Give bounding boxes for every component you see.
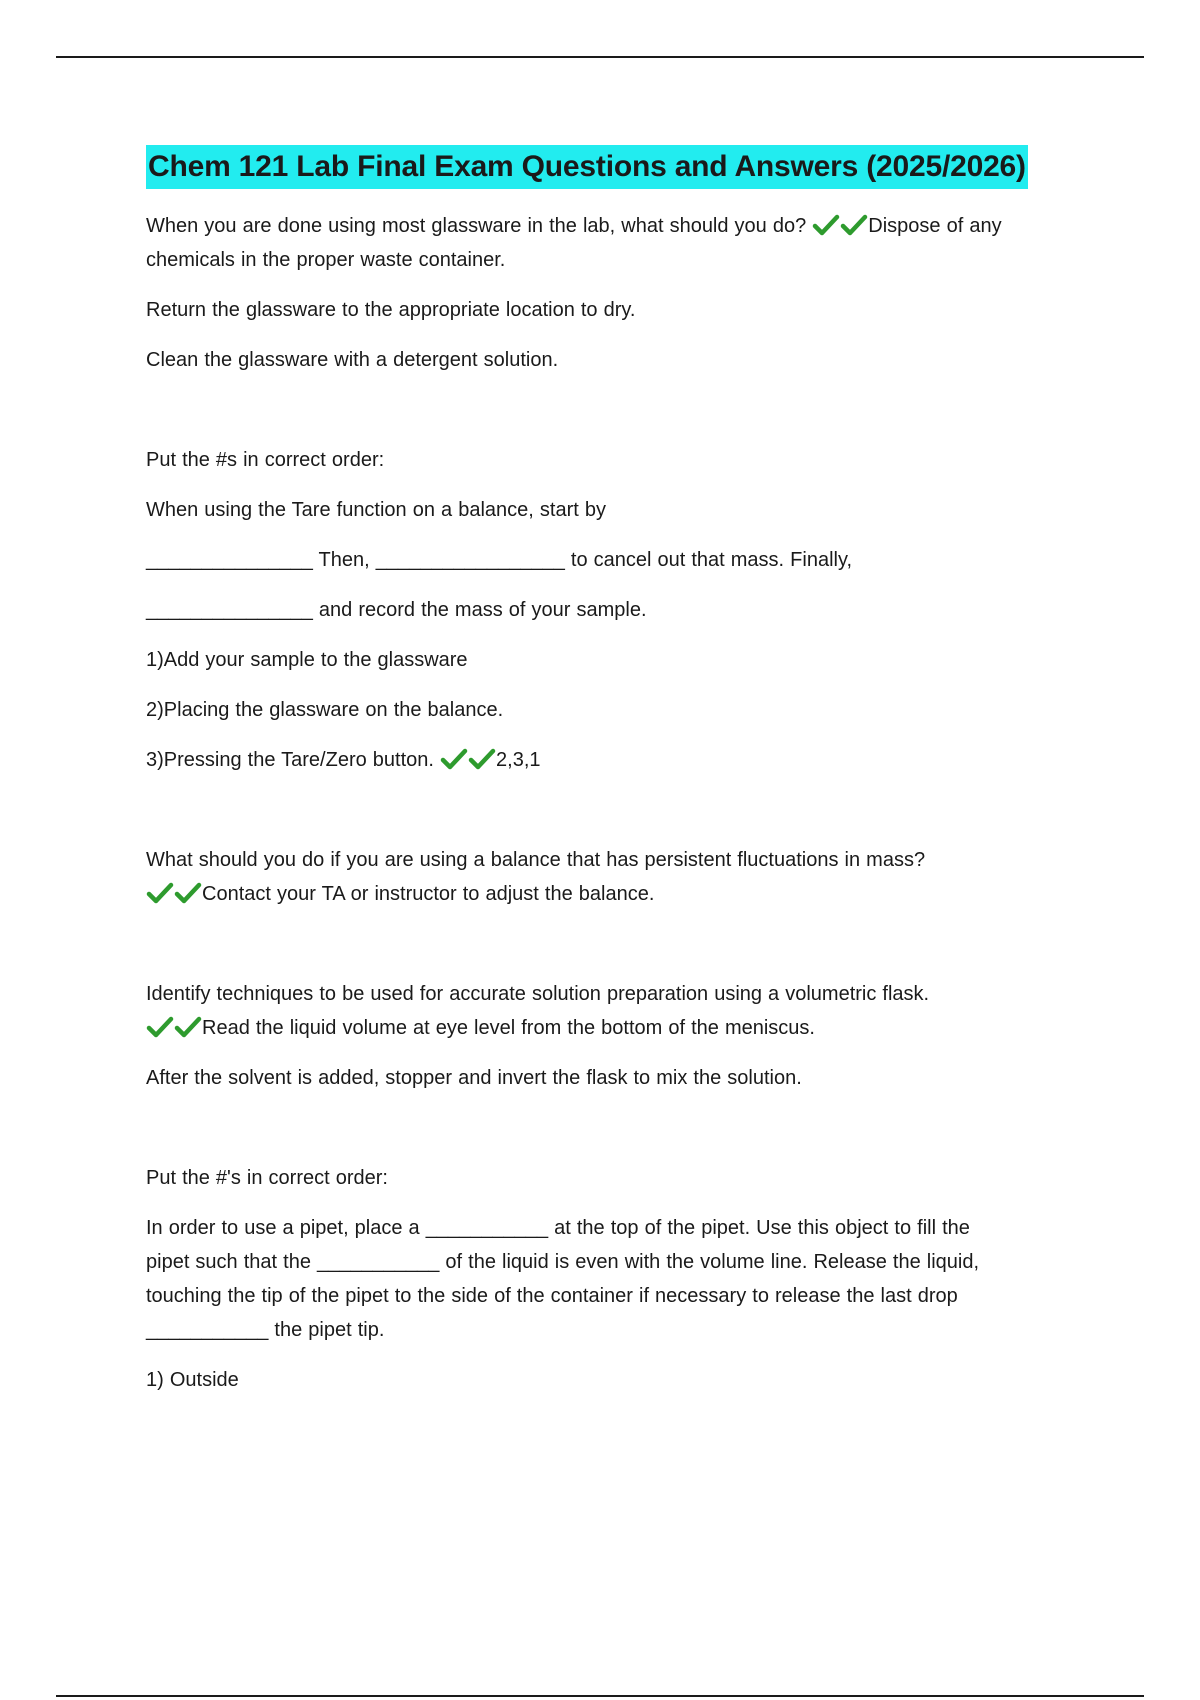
question-1 xyxy=(146,209,1096,277)
question-2-option-3 xyxy=(146,743,1096,777)
answer-1-line-3: Clean the glassware with a detergent solution. xyxy=(146,349,559,371)
question-2-stem: When using the Tare function on a balance, start by xyxy=(146,499,606,521)
double-check-icon xyxy=(146,883,202,905)
question-1-text: When you are done using most glassware in the lab, what should you do? xyxy=(146,215,807,237)
header-rule xyxy=(56,56,1144,58)
question-2-option-3-text: 3)Pressing the Tare/Zero button. xyxy=(146,749,434,771)
question-2-option-2: 2)Placing the glassware on the balance. xyxy=(146,699,504,721)
question-3-text: What should you do if you are using a balance that has persistent fluctuations in mass? xyxy=(146,849,926,871)
question-2-option-1: 1)Add your sample to the glassware xyxy=(146,649,468,671)
question-4-text: Identify techniques to be used for accurate solution preparation using a volumetric flask. xyxy=(146,983,930,1005)
answer-4-line-2: After the solvent is added, stopper and invert the flask to mix the solution. xyxy=(146,1067,802,1089)
question-5-option-1: 1) Outside xyxy=(146,1369,239,1391)
double-check-icon xyxy=(812,215,868,237)
question-5-line-3: touching the tip of the pipet to the side of the container if necessary to release the last drop xyxy=(146,1285,958,1307)
question-5-line-1: In order to use a pipet, place a ___________ at the top of the pipet. Use this object to fill the xyxy=(146,1217,970,1239)
question-4 xyxy=(146,977,1096,1045)
question-5-stem xyxy=(146,1211,1096,1347)
spacer xyxy=(146,393,1096,443)
spacer xyxy=(146,927,1096,977)
answer-1-text: Dispose of any chemicals in the proper waste container. xyxy=(146,215,1002,271)
question-5-intro: Put the #'s in correct order: xyxy=(146,1167,388,1189)
document-body xyxy=(146,145,1096,1413)
footer-rule xyxy=(56,1695,1144,1697)
answer-2-text: 2,3,1 xyxy=(496,749,541,771)
double-check-icon xyxy=(146,1017,202,1039)
spacer xyxy=(146,793,1096,843)
answer-3-text: Contact your TA or instructor to adjust the balance. xyxy=(202,883,655,905)
answer-1-line-2: Return the glassware to the appropriate location to dry. xyxy=(146,299,636,321)
double-check-icon xyxy=(440,749,496,771)
question-2-intro: Put the #s in correct order: xyxy=(146,449,385,471)
page-title: Chem 121 Lab Final Exam Questions and Answers (2025/2026) xyxy=(146,145,1028,189)
answer-4-text: Read the liquid volume at eye level from the bottom of the meniscus. xyxy=(202,1017,815,1039)
question-2-blank-line-a: _______________ Then, _________________ to cancel out that mass. Finally, xyxy=(146,549,853,571)
question-3 xyxy=(146,843,1096,911)
spacer xyxy=(146,1111,1096,1161)
question-2-blank-line-b: _______________ and record the mass of your sample. xyxy=(146,599,647,621)
question-5-line-4: ___________ the pipet tip. xyxy=(146,1319,385,1341)
question-5-line-2: pipet such that the ___________ of the liquid is even with the volume line. Release the liquid, xyxy=(146,1251,979,1273)
